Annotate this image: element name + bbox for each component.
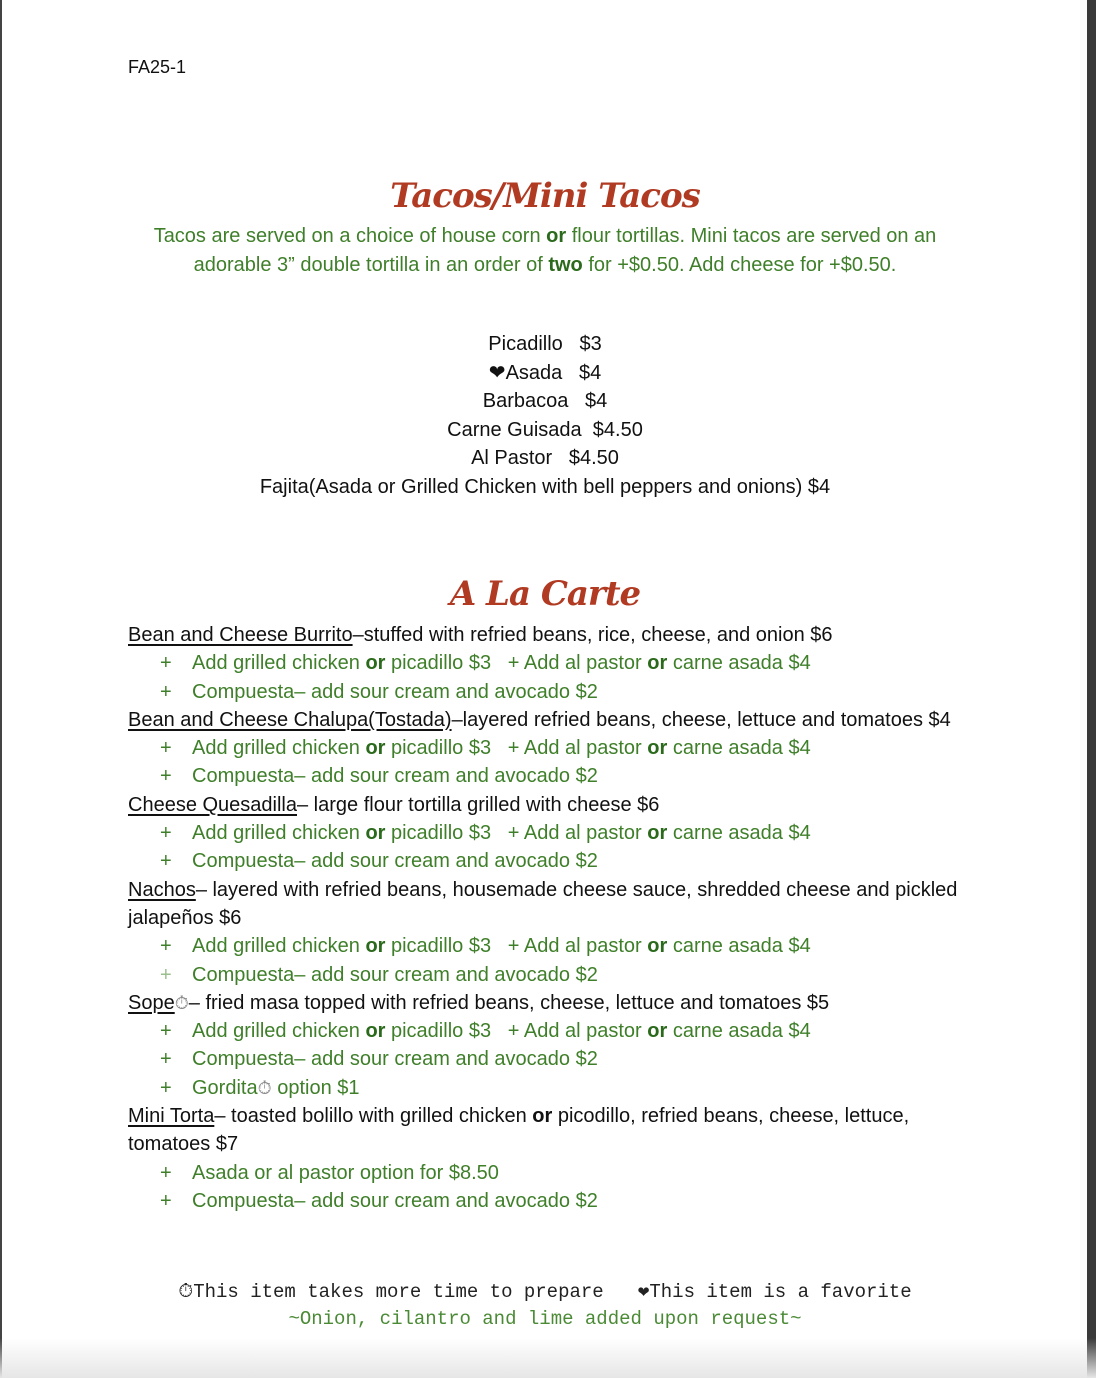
taco-item: ❤Asada $4 [488, 361, 602, 384]
alacarte-list [128, 621, 958, 1215]
option-compuesta: + Compuesta– add sour cream and avocado $2 [160, 1048, 598, 1071]
request-note: ~Onion, cilantro and lime added upon request~ [288, 1308, 802, 1330]
option-compuesta: + Compuesta– add sour cream and avocado $2 [160, 1189, 598, 1212]
item-name: Cheese Quesadilla [128, 793, 297, 816]
menu-item-quesadilla: Cheese Quesadilla– large flour tortilla grilled with cheese $6 [128, 793, 660, 816]
bottom-shadow [0, 1338, 1096, 1378]
taco-item: Picadillo $3 [488, 333, 602, 355]
option-asada-pastor: + Asada or al pastor option for $8.50 [160, 1161, 499, 1184]
legend: ⏱This item takes more time to prepare ❤This item is a favorite [178, 1281, 912, 1303]
heart-icon: ❤ [488, 361, 506, 384]
timer-icon: ⏱ [174, 992, 189, 1013]
item-name: Bean and Cheese Chalupa(Tostada) [128, 708, 452, 731]
option-add-meat: + Add grilled chicken or picadillo $3 + Add al pastor or carne asada $4 [160, 737, 811, 760]
option-compuesta: + Compuesta– add sour cream and avocado $2 [160, 680, 598, 703]
option-compuesta: + Compuesta– add sour cream and avocado $2 [160, 765, 598, 788]
timer-icon: ⏱ [257, 1077, 272, 1098]
taco-item: Barbacoa $4 [482, 390, 608, 412]
taco-item: Al Pastor $4.50 [471, 447, 619, 469]
menu-item-nachos: Nachos– layered with refried beans, housemade cheese sauce, shredded cheese and pickled jalapeños $6 [128, 878, 958, 929]
option-compuesta: + Compuesta– add sour cream and avocado $2 [160, 963, 598, 986]
tacos-heading: Tacos/Mini Tacos [390, 176, 700, 216]
menu-item-burrito: Bean and Cheese Burrito–stuffed with refried beans, rice, cheese, and onion $6 [128, 624, 833, 646]
heart-icon: ❤ [637, 1281, 650, 1303]
menu-item-mini-torta: Mini Torta– toasted bolillo with grilled chicken or picodillo, refried beans, cheese, lettuce, tomatoes $7 [128, 1105, 910, 1156]
menu-item-chalupa: Bean and Cheese Chalupa(Tostada)–layered refried beans, cheese, lettuce and tomatoes $4 [128, 708, 951, 731]
alacarte-heading: A La Carte [449, 574, 641, 614]
taco-price-list [0, 330, 1090, 501]
option-add-meat: + Add grilled chicken or picadillo $3 + Add al pastor or carne asada $4 [160, 652, 811, 675]
taco-item: Fajita(Asada or Grilled Chicken with bell peppers and onions) $4 [259, 475, 831, 498]
item-name: Nachos [128, 878, 196, 901]
option-add-meat: + Add grilled chicken or picadillo $3 + Add al pastor or carne asada $4 [160, 1020, 811, 1043]
taco-item: Carne Guisada $4.50 [447, 418, 643, 441]
menu-item-sope: Sope⏱– fried masa topped with refried beans, cheese, lettuce and tomatoes $5 [128, 989, 958, 1017]
option-compuesta: + Compuesta– add sour cream and avocado $2 [160, 850, 598, 873]
option-gordita: + Gordita⏱ option $1 [128, 1074, 958, 1102]
item-name: Bean and Cheese Burrito [128, 624, 353, 646]
item-name: Mini Torta [128, 1105, 215, 1128]
option-add-meat: + Add grilled chicken or picadillo $3 + Add al pastor or carne asada $4 [160, 935, 811, 958]
timer-icon: ⏱ [178, 1281, 194, 1303]
document-code: FA25-1 [128, 57, 187, 77]
item-name: Sope [128, 991, 175, 1014]
tacos-intro: Tacos are served on a choice of house corn or flour tortillas. Mini tacos are served on an adorable 3” double tortilla in an order of two for +$0.50. Add cheese for +$0.50. [153, 225, 937, 276]
option-add-meat: + Add grilled chicken or picadillo $3 + Add al pastor or carne asada $4 [160, 822, 811, 845]
